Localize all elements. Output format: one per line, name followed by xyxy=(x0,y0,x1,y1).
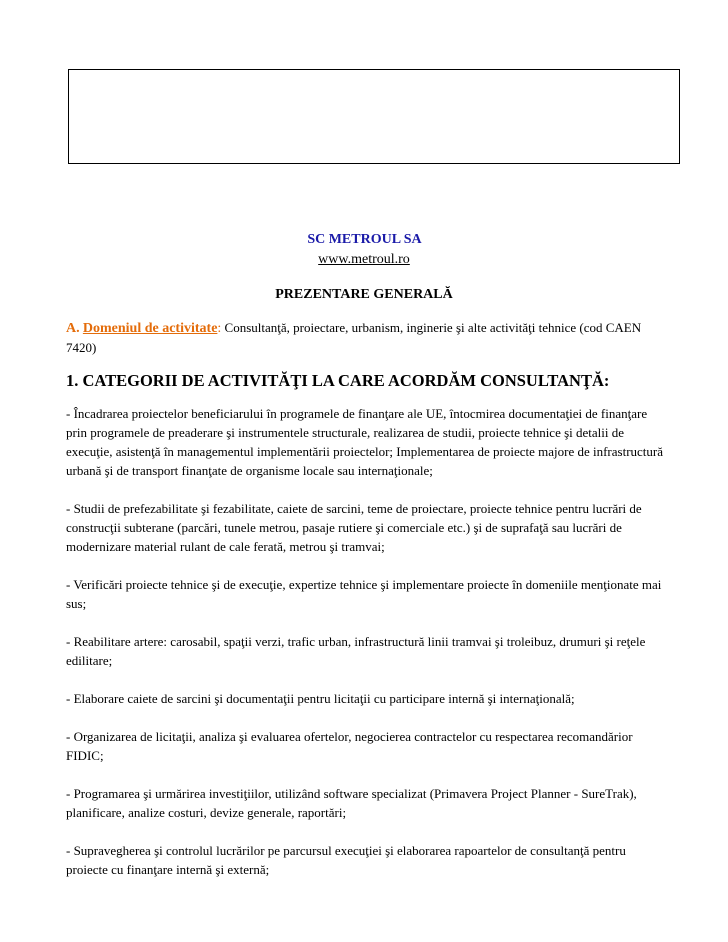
domain-label: Domeniul de activitate xyxy=(82,321,218,336)
list-item: - Studii de prefezabilitate şi fezabilitate, caiete de sarcini, teme de proiectare, proiecte tehnice pentru lucrări de construcţii subterane (parcări, tunele metrou, pasaje rutiere şi comerciale etc.) şi de suprafaţă sau lucrări de modernizare material rulant de cale ferată, metrou şi tramvai; xyxy=(66,501,642,554)
header-box xyxy=(68,69,680,164)
list-item: - Elaborare caiete de sarcini şi documentaţii pentru licitaţii cu participare internă şi internaţională; xyxy=(66,691,575,706)
company-website-link[interactable]: www.metroul.ro xyxy=(318,252,410,267)
company-name-text: SC METROUL SA xyxy=(307,232,422,247)
document-title xyxy=(0,287,728,303)
company-url xyxy=(0,252,728,268)
domain-text: Consultanţă, proiectare, urbanism, inginerie şi alte activităţi tehnice (cod CAEN 7420) xyxy=(66,320,642,355)
domain-colon: : xyxy=(217,321,222,336)
list-item: - Reabilitare artere: carosabil, spaţii verzi, trafic urban, infrastructură linii tramvai şi troleibuz, drumuri şi reţele edilitare; xyxy=(66,634,646,668)
activity-list xyxy=(66,404,666,898)
list-item: - Verificări proiecte tehnice şi de execuţie, expertize tehnice şi implementare proiecte în domeniile menţionate mai sus; xyxy=(66,577,662,611)
list-item: - Încadrarea proiectelor beneficiarului în programele de finanţare ale UE, întocmirea documentaţiei de finanţare prin programele de preaderare şi instrumentele structurale, realizarea de studii, proiecte tehnice şi detalii de execuţie, asistenţă în managementul implementării proiectelor; Implementarea de proiecte majore de infrastructură urbană şi de transport finanţate de organisme locale sau internaţionale; xyxy=(66,406,664,478)
domain-letter: A. xyxy=(66,321,80,336)
section-heading: 1. CATEGORII DE ACTIVITĂŢI LA CARE ACORDĂM CONSULTANŢĂ: xyxy=(66,371,610,390)
list-item: - Supravegherea şi controlul lucrărilor pe parcursul execuţiei şi elaborarea rapoartelor de consultanţă pentru proiecte cu finanţare internă şi externă; xyxy=(66,843,626,877)
document-title-text: PREZENTARE GENERALĂ xyxy=(275,287,453,302)
list-item: - Organizarea de licitaţii, analiza şi evaluarea ofertelor, negocierea contractelor cu respectarea recomandărior FIDIC; xyxy=(66,729,633,763)
activity-domain xyxy=(66,318,666,357)
company-name xyxy=(0,232,728,248)
list-item: - Programarea şi urmărirea investiţiilor, utilizând software specializat (Primavera Project Planner - SureTrak), planificare, analize costuri, devize generale, raportări; xyxy=(66,786,637,820)
